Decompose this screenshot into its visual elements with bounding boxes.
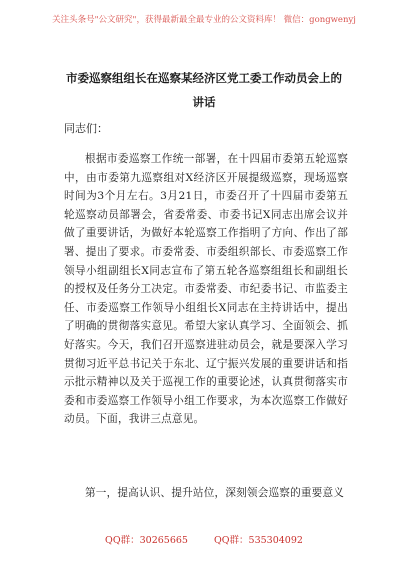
salutation: 同志们： [64,122,108,135]
qq-group-1: QQ群：30265665 [105,535,188,546]
footer-contact [0,534,408,548]
document-title: 市委巡察组组长在巡察某经济区党工委工作动员会上的讲话 [66,71,342,109]
body-paragraph: 根据市委巡察工作统一部署，在十四届市委第五轮巡察中，由市委第九巡察组对X经济区开展提级巡察，现场巡察时间为3个月左右。3月21日，市委召开了十四届市委第五轮巡察动员部署会，省委常委、市委书记X同志出席会议并做了重要讲话，为做好本轮巡察工作指明了方向、作出了部署、提出了要求。市委常委、市委组织部长、市委巡察工作领导小组副组长X同志宣布了第五轮各巡察组组长和副组长的授权及任务分工决定。市委常委、市纪委书记、市监委主任、市委巡察工作领导小组组长X同志在主持讲话中，提出了明确的贯彻落实意见。希望大家认真学习、全面领会、抓好落实。今天，我们召开巡察进驻动员会，就是要深入学习贯彻习近平总书记关于东北、辽宁振兴发展的重要讲话和指示批示精神以及关于巡视工作的重要论述，认真贯彻落实市委和市委巡察工作领导小组工作要求，为本次巡察工作做好动员。下面，我讲三点意见。 [64,153,348,426]
qq-group-2: QQ群：535304092 [213,535,303,546]
header-banner: 关注头条号"公文研究"，获得最新最全最专业的公文资料库！ 微信：gongwenyj [52,15,356,25]
section-heading: 第一，提高认识、提升站位，深刻领会巡察的重要意义 [85,487,345,499]
